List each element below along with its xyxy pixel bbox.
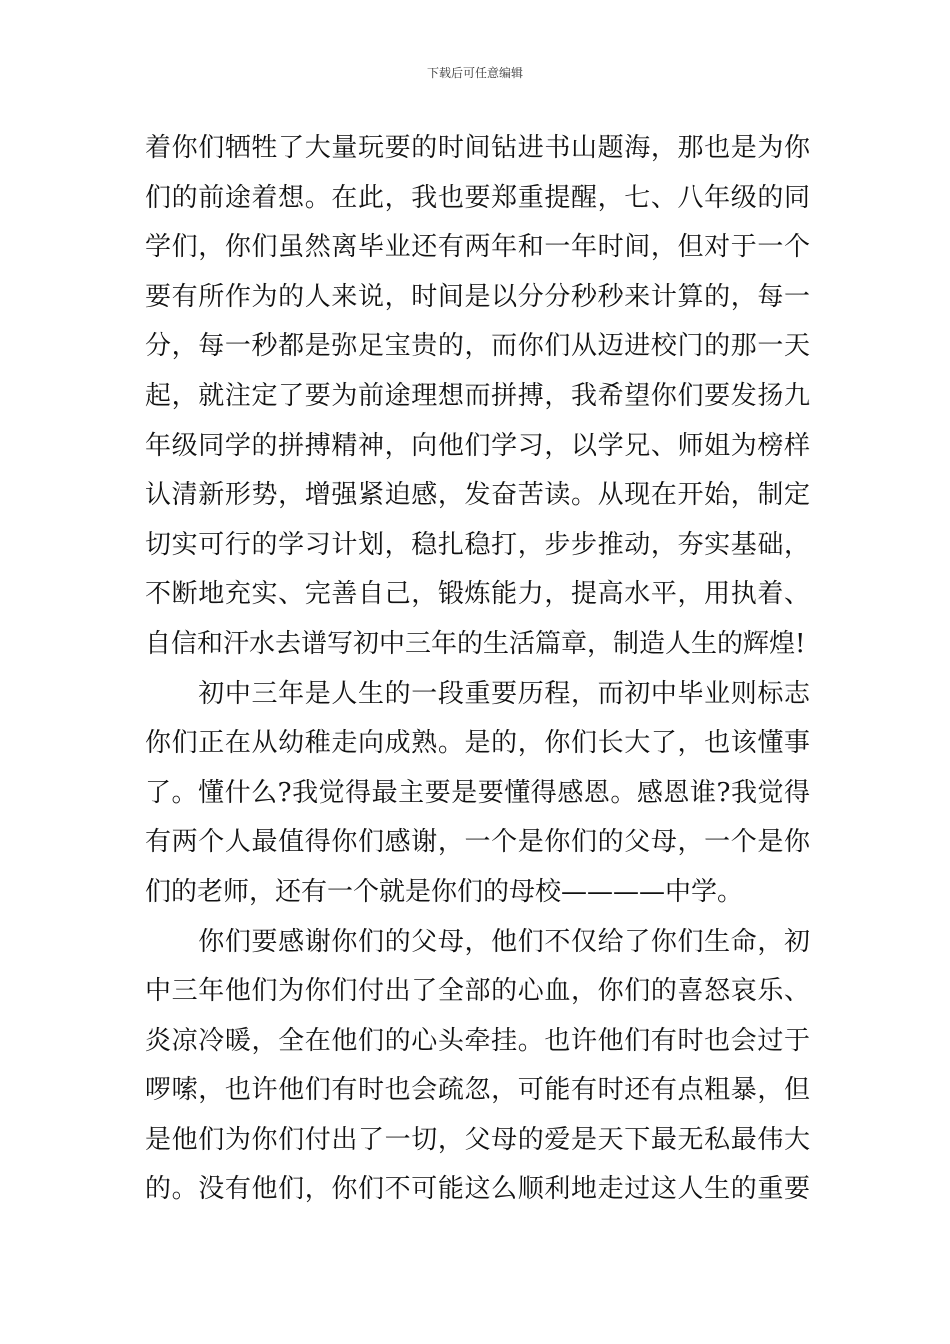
text-line: 要有所作为的人来说，时间是以分分秒秒来计算的，每一 xyxy=(145,281,810,312)
text-line: 初中三年是人生的一段重要历程，而初中毕业则标志 xyxy=(145,678,810,709)
page-header: 下载后可任意编辑 xyxy=(426,66,523,80)
text-line: 中三年他们为你们付出了全部的心血，你们的喜怒哀乐、 xyxy=(145,976,810,1007)
text-line: 学们，你们虽然离毕业还有两年和一年时间，但对于一个 xyxy=(145,232,810,263)
text-line: 啰嗦，也许他们有时也会疏忽，可能有时还有点粗暴，但 xyxy=(145,1075,810,1106)
text-line: 你们要感谢你们的父母，他们不仅给了你们生命，初 xyxy=(145,926,810,957)
text-line: 了。懂什么?我觉得最主要是要懂得感恩。感恩谁?我觉得 xyxy=(145,777,810,808)
text-line: 不断地充实、完善自己，锻炼能力，提高水平，用执着、 xyxy=(145,579,810,610)
text-line: 着你们牺牲了大量玩要的时间钻进书山题海，那也是为你 xyxy=(145,133,810,163)
text-line: 切实可行的学习计划，稳扎稳打，步步推动，夯实基础， xyxy=(145,529,810,560)
text-line: 的。没有他们，你们不可能这么顺利地走过这人生的重要 xyxy=(145,1174,810,1205)
text-line: 自信和汗水去谱写初中三年的生活篇章，制造人生的辉煌! xyxy=(145,628,806,659)
text-line: 你们正在从幼稚走向成熟。是的，你们长大了，也该懂事 xyxy=(145,728,810,759)
text-line: 年级同学的拼搏精神，向他们学习，以学兄、师姐为榜样 xyxy=(145,430,810,461)
text-line: 起，就注定了要为前途理想而拼搏，我希望你们要发扬九 xyxy=(145,380,810,411)
text-line: 是他们为你们付出了一切，父母的爱是天下最无私最伟大 xyxy=(145,1124,810,1155)
text-line: 们的老师，还有一个就是你们的母校————中学。 xyxy=(145,876,744,907)
text-line: 分，每一秒都是弥足宝贵的，而你们从迈进校门的那一天 xyxy=(145,331,810,362)
text-line: 炎凉冷暖，全在他们的心头牵挂。也许他们有时也会过于 xyxy=(145,1025,810,1056)
text-line: 认清新形势，增强紧迫感，发奋苦读。从现在开始，制定 xyxy=(145,480,810,511)
text-line: 们的前途着想。在此，我也要郑重提醒，七、八年级的同 xyxy=(145,182,810,213)
text-line: 有两个人最值得你们感谢，一个是你们的父母，一个是你 xyxy=(145,827,810,858)
body-text xyxy=(145,124,810,1215)
